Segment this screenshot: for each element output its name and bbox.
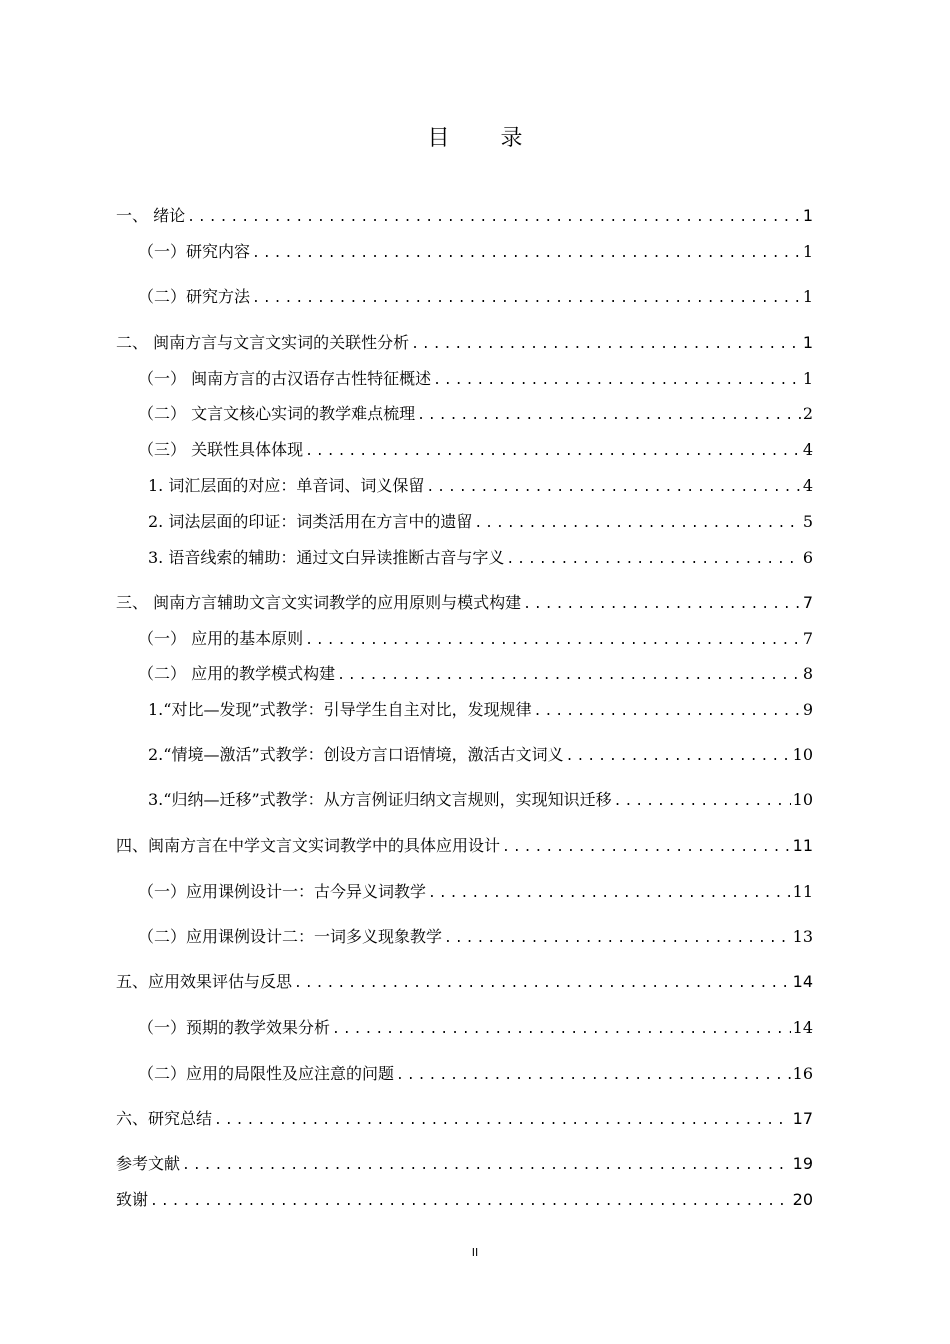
toc-entry-label: 2. 词法层面的印证：词类活用在方言中的遗留 <box>148 512 473 531</box>
toc-entry-label: 一、 绪论 <box>116 206 186 225</box>
toc-entry-label: 致谢 <box>116 1190 149 1209</box>
leader-dots <box>332 1018 791 1042</box>
toc-entry-acknowledgements[interactable] <box>116 1188 813 1212</box>
toc-entry-3-2-1[interactable] <box>116 698 813 722</box>
toc-page-number: 7 <box>802 629 813 648</box>
toc-entry-label: 三、 闽南方言辅助文言文实词教学的应用原则与模式构建 <box>116 593 522 612</box>
toc-page-number: 4 <box>802 476 813 495</box>
toc-entry-label: 1.“对比—发现”式教学：引导学生自主对比，发现规律 <box>148 700 532 719</box>
toc-entry-label: （二）应用课例设计二：一词多义现象教学 <box>138 927 443 946</box>
toc-page-number: 11 <box>792 882 813 901</box>
toc-entry-section-6[interactable] <box>116 1107 813 1131</box>
toc-page-number: 1 <box>802 333 813 352</box>
toc-entry-label: 1. 词汇层面的对应：单音词、词义保留 <box>148 476 425 495</box>
leader-dots <box>252 242 801 266</box>
toc-entry-section-4[interactable] <box>116 834 813 858</box>
toc-entry-label: （一） 应用的基本原则 <box>138 629 304 648</box>
toc-entry-2-1[interactable] <box>116 367 813 391</box>
toc-entry-label: 3. 语音线索的辅助：通过文白异读推断古音与字义 <box>148 548 505 567</box>
leader-dots <box>566 745 791 769</box>
toc-page-number: 11 <box>792 836 813 855</box>
page-title: 目 录 <box>427 126 545 151</box>
toc-entry-4-2[interactable] <box>116 925 813 949</box>
leader-dots <box>305 629 801 653</box>
leader-dots <box>426 476 800 500</box>
toc-entry-label: （一）应用课例设计一：古今异义词教学 <box>138 882 427 901</box>
toc-page-number: 6 <box>802 548 813 567</box>
leader-dots <box>294 972 791 996</box>
toc-entry-label: 参考文献 <box>116 1154 181 1173</box>
leader-dots <box>187 206 801 230</box>
leader-dots <box>614 790 791 814</box>
toc-page-number: 17 <box>792 1109 813 1128</box>
toc-entry-label: 二、 闽南方言与文言文实词的关联性分析 <box>116 333 410 352</box>
toc-entry-5-1[interactable] <box>116 1016 813 1040</box>
toc-entry-2-3-3[interactable] <box>116 546 813 570</box>
toc-page-number: 10 <box>792 745 813 764</box>
toc-entry-label: 四、闽南方言在中学文言文实词教学中的具体应用设计 <box>116 836 501 855</box>
toc-page-number: 8 <box>802 664 813 683</box>
toc-entry-2-3-2[interactable] <box>116 510 813 534</box>
toc-entry-section-3[interactable] <box>116 591 813 615</box>
toc-entry-label: 3.“归纳—迁移”式教学：从方言例证归纳文言规则，实现知识迁移 <box>148 790 612 809</box>
toc-page-number: 4 <box>802 440 813 459</box>
toc-page-number: 7 <box>802 593 813 612</box>
toc-entry-label: （三） 关联性具体体现 <box>138 440 304 459</box>
toc-entry-section-2[interactable] <box>116 331 813 355</box>
toc-page-number: 13 <box>792 927 813 946</box>
leader-dots <box>417 404 801 428</box>
leader-dots <box>396 1064 791 1088</box>
toc-page-number: 1 <box>802 242 813 261</box>
leader-dots <box>305 440 801 464</box>
toc-entry-references[interactable] <box>116 1152 813 1176</box>
toc-entry-label: （一）预期的教学效果分析 <box>138 1018 331 1037</box>
leader-dots <box>411 333 801 357</box>
toc-entry-3-1[interactable] <box>116 627 813 651</box>
toc-entry-3-2-3[interactable] <box>116 788 813 812</box>
toc-page-number: 20 <box>792 1190 813 1209</box>
leader-dots <box>214 1109 791 1133</box>
leader-dots <box>150 1190 791 1214</box>
leader-dots <box>474 512 800 536</box>
toc-entry-3-2-2[interactable] <box>116 743 813 767</box>
toc-page-number: 19 <box>792 1154 813 1173</box>
toc-entry-label: （二）研究方法 <box>138 287 251 306</box>
toc-entry-label: （一）研究内容 <box>138 242 251 261</box>
toc-entry-section-5[interactable] <box>116 970 813 994</box>
toc-entry-research-method[interactable] <box>116 285 813 309</box>
leader-dots <box>428 882 791 906</box>
toc-entry-label: （二） 应用的教学模式构建 <box>138 664 336 683</box>
leader-dots <box>523 593 801 617</box>
toc-page-number: 10 <box>792 790 813 809</box>
leader-dots <box>534 700 801 724</box>
leader-dots <box>433 369 801 393</box>
leader-dots <box>252 287 801 311</box>
toc-entry-label: 2.“情境—激活”式教学：创设方言口语情境，激活古文词义 <box>148 745 564 764</box>
leader-dots <box>444 927 791 951</box>
toc-entry-5-2[interactable] <box>116 1062 813 1086</box>
toc-entry-label: 六、研究总结 <box>116 1109 213 1128</box>
toc-entry-4-1[interactable] <box>116 880 813 904</box>
toc-page-number: 14 <box>792 1018 813 1037</box>
toc-page-number: 16 <box>792 1064 813 1083</box>
toc-page-number: 1 <box>802 287 813 306</box>
toc-page-number: 1 <box>802 369 813 388</box>
toc-entry-label: （二） 文言文核心实词的教学难点梳理 <box>138 404 416 423</box>
toc-entry-2-3-1[interactable] <box>116 474 813 498</box>
toc-page-number: 9 <box>802 700 813 719</box>
toc-entry-intro[interactable] <box>116 204 813 228</box>
page-footer-number: II <box>471 1246 479 1259</box>
leader-dots <box>506 548 800 572</box>
toc-entry-label: （二）应用的局限性及应注意的问题 <box>138 1064 395 1083</box>
toc-entry-label: （一） 闽南方言的古汉语存古性特征概述 <box>138 369 432 388</box>
toc-entry-2-2[interactable] <box>116 402 813 426</box>
toc-page-number: 1 <box>802 206 813 225</box>
leader-dots <box>502 836 791 860</box>
toc-entry-3-2[interactable] <box>116 662 813 686</box>
toc-page-number: 14 <box>792 972 813 991</box>
leader-dots <box>337 664 801 688</box>
toc-entry-2-3[interactable] <box>116 438 813 462</box>
leader-dots <box>182 1154 791 1178</box>
toc-page-number: 5 <box>802 512 813 531</box>
toc-entry-label: 五、应用效果评估与反思 <box>116 972 293 991</box>
toc-page-number: 2 <box>802 404 813 423</box>
toc-entry-research-content[interactable] <box>116 240 813 264</box>
